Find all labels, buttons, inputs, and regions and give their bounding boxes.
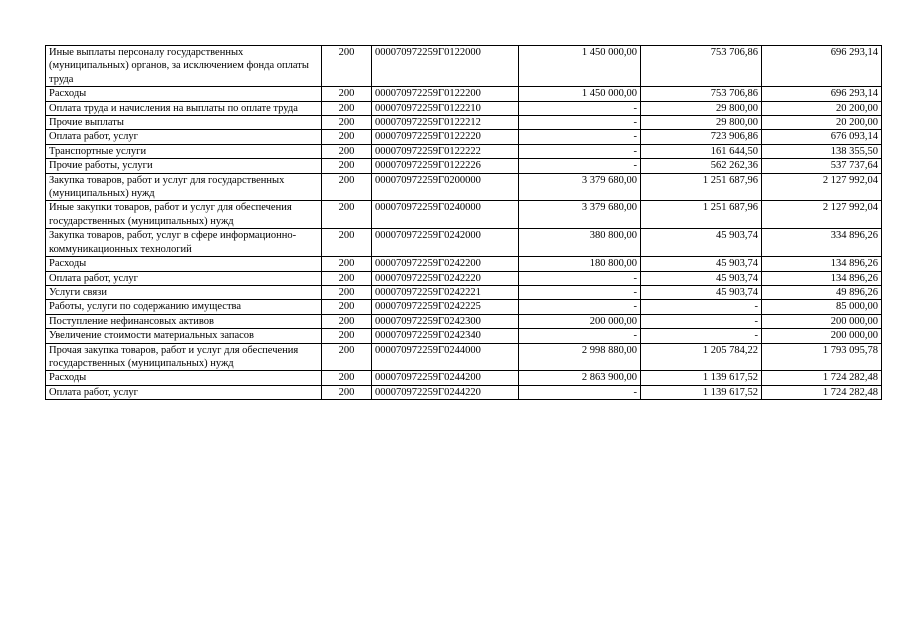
row-name-cell: Прочая закупка товаров, работ и услуг для обеспечения государственных (муниципальных) нужд bbox=[46, 343, 322, 371]
row-unexecuted-cell: 85 000,00 bbox=[762, 300, 882, 314]
table-row bbox=[46, 144, 882, 158]
row-code-cell: 200 bbox=[322, 201, 372, 229]
row-kbk-cell: 000070972259Г0122212 bbox=[372, 116, 519, 130]
row-name-cell: Поступление нефинансовых активов bbox=[46, 314, 322, 328]
row-executed-cell: 45 903,74 bbox=[641, 229, 762, 257]
row-name-cell: Прочие работы, услуги bbox=[46, 159, 322, 173]
row-executed-cell: 1 139 617,52 bbox=[641, 385, 762, 399]
row-unexecuted-cell: 334 896,26 bbox=[762, 229, 882, 257]
row-code-cell: 200 bbox=[322, 385, 372, 399]
row-name-cell: Работы, услуги по содержанию имущества bbox=[46, 300, 322, 314]
row-approved-cell: 3 379 680,00 bbox=[519, 173, 641, 201]
row-approved-cell: - bbox=[519, 329, 641, 343]
row-name-cell: Закупка товаров, работ и услуг для государственных (муниципальных) нужд bbox=[46, 173, 322, 201]
row-kbk-cell: 000070972259Г0244200 bbox=[372, 371, 519, 385]
row-approved-cell: 1 450 000,00 bbox=[519, 46, 641, 87]
row-unexecuted-cell: 696 293,14 bbox=[762, 87, 882, 101]
row-executed-cell: 1 251 687,96 bbox=[641, 201, 762, 229]
row-unexecuted-cell: 2 127 992,04 bbox=[762, 173, 882, 201]
row-executed-cell: 753 706,86 bbox=[641, 46, 762, 87]
row-unexecuted-cell: 1 793 095,78 bbox=[762, 343, 882, 371]
row-code-cell: 200 bbox=[322, 159, 372, 173]
row-approved-cell: - bbox=[519, 385, 641, 399]
row-executed-cell: - bbox=[641, 314, 762, 328]
row-code-cell: 200 bbox=[322, 229, 372, 257]
row-kbk-cell: 000070972259Г0242221 bbox=[372, 285, 519, 299]
row-name-cell: Увеличение стоимости материальных запасов bbox=[46, 329, 322, 343]
table-row bbox=[46, 46, 882, 87]
row-executed-cell: 29 800,00 bbox=[641, 101, 762, 115]
row-name-cell: Расходы bbox=[46, 371, 322, 385]
row-approved-cell: - bbox=[519, 130, 641, 144]
row-name-cell: Транспортные услуги bbox=[46, 144, 322, 158]
row-executed-cell: 161 644,50 bbox=[641, 144, 762, 158]
row-name-cell: Иные выплаты персоналу государственных (муниципальных) органов, за исключением фонда оплаты труда bbox=[46, 46, 322, 87]
row-kbk-cell: 000070972259Г0244000 bbox=[372, 343, 519, 371]
row-kbk-cell: 000070972259Г0122000 bbox=[372, 46, 519, 87]
row-code-cell: 200 bbox=[322, 173, 372, 201]
row-executed-cell: 1 205 784,22 bbox=[641, 343, 762, 371]
row-kbk-cell: 000070972259Г0122222 bbox=[372, 144, 519, 158]
row-unexecuted-cell: 1 724 282,48 bbox=[762, 371, 882, 385]
row-kbk-cell: 000070972259Г0122226 bbox=[372, 159, 519, 173]
row-name-cell: Оплата работ, услуг bbox=[46, 385, 322, 399]
row-code-cell: 200 bbox=[322, 101, 372, 115]
row-name-cell: Расходы bbox=[46, 257, 322, 271]
row-unexecuted-cell: 676 093,14 bbox=[762, 130, 882, 144]
table-row bbox=[46, 343, 882, 371]
row-kbk-cell: 000070972259Г0122220 bbox=[372, 130, 519, 144]
row-approved-cell: 3 379 680,00 bbox=[519, 201, 641, 229]
row-executed-cell: 45 903,74 bbox=[641, 285, 762, 299]
row-approved-cell: 2 998 880,00 bbox=[519, 343, 641, 371]
row-unexecuted-cell: 20 200,00 bbox=[762, 116, 882, 130]
row-approved-cell: 380 800,00 bbox=[519, 229, 641, 257]
row-executed-cell: 723 906,86 bbox=[641, 130, 762, 144]
table-row bbox=[46, 229, 882, 257]
table-row bbox=[46, 201, 882, 229]
row-unexecuted-cell: 537 737,64 bbox=[762, 159, 882, 173]
row-name-cell: Оплата труда и начисления на выплаты по оплате труда bbox=[46, 101, 322, 115]
row-code-cell: 200 bbox=[322, 329, 372, 343]
row-approved-cell: - bbox=[519, 285, 641, 299]
row-kbk-cell: 000070972259Г0244220 bbox=[372, 385, 519, 399]
row-approved-cell: 2 863 900,00 bbox=[519, 371, 641, 385]
table-row bbox=[46, 87, 882, 101]
row-executed-cell: 29 800,00 bbox=[641, 116, 762, 130]
row-unexecuted-cell: 696 293,14 bbox=[762, 46, 882, 87]
row-executed-cell: 562 262,36 bbox=[641, 159, 762, 173]
table-row bbox=[46, 371, 882, 385]
row-code-cell: 200 bbox=[322, 257, 372, 271]
row-unexecuted-cell: 49 896,26 bbox=[762, 285, 882, 299]
row-kbk-cell: 000070972259Г0122210 bbox=[372, 101, 519, 115]
row-kbk-cell: 000070972259Г0122200 bbox=[372, 87, 519, 101]
row-approved-cell: 200 000,00 bbox=[519, 314, 641, 328]
row-name-cell: Услуги связи bbox=[46, 285, 322, 299]
table-row bbox=[46, 101, 882, 115]
row-kbk-cell: 000070972259Г0242225 bbox=[372, 300, 519, 314]
row-name-cell: Оплата работ, услуг bbox=[46, 271, 322, 285]
table-row bbox=[46, 300, 882, 314]
row-code-cell: 200 bbox=[322, 343, 372, 371]
row-code-cell: 200 bbox=[322, 46, 372, 87]
row-unexecuted-cell: 2 127 992,04 bbox=[762, 201, 882, 229]
row-executed-cell: 1 139 617,52 bbox=[641, 371, 762, 385]
row-kbk-cell: 000070972259Г0242340 bbox=[372, 329, 519, 343]
row-kbk-cell: 000070972259Г0242220 bbox=[372, 271, 519, 285]
row-code-cell: 200 bbox=[322, 314, 372, 328]
row-approved-cell: - bbox=[519, 116, 641, 130]
row-code-cell: 200 bbox=[322, 144, 372, 158]
row-unexecuted-cell: 134 896,26 bbox=[762, 257, 882, 271]
row-unexecuted-cell: 20 200,00 bbox=[762, 101, 882, 115]
row-name-cell: Закупка товаров, работ, услуг в сфере информационно-коммуникационных технологий bbox=[46, 229, 322, 257]
row-unexecuted-cell: 1 724 282,48 bbox=[762, 385, 882, 399]
row-kbk-cell: 000070972259Г0242300 bbox=[372, 314, 519, 328]
row-approved-cell: - bbox=[519, 271, 641, 285]
table-row bbox=[46, 271, 882, 285]
table-row bbox=[46, 385, 882, 399]
budget-execution-table bbox=[45, 45, 882, 400]
row-code-cell: 200 bbox=[322, 300, 372, 314]
row-code-cell: 200 bbox=[322, 87, 372, 101]
row-executed-cell: - bbox=[641, 300, 762, 314]
row-unexecuted-cell: 200 000,00 bbox=[762, 329, 882, 343]
row-approved-cell: - bbox=[519, 300, 641, 314]
row-code-cell: 200 bbox=[322, 271, 372, 285]
row-executed-cell: 45 903,74 bbox=[641, 257, 762, 271]
row-name-cell: Иные закупки товаров, работ и услуг для обеспечения государственных (муниципальных) нужд bbox=[46, 201, 322, 229]
row-unexecuted-cell: 134 896,26 bbox=[762, 271, 882, 285]
row-name-cell: Прочие выплаты bbox=[46, 116, 322, 130]
table-row bbox=[46, 159, 882, 173]
row-code-cell: 200 bbox=[322, 116, 372, 130]
row-kbk-cell: 000070972259Г0242000 bbox=[372, 229, 519, 257]
row-code-cell: 200 bbox=[322, 371, 372, 385]
table-row bbox=[46, 173, 882, 201]
row-code-cell: 200 bbox=[322, 130, 372, 144]
row-name-cell: Оплата работ, услуг bbox=[46, 130, 322, 144]
row-approved-cell: - bbox=[519, 159, 641, 173]
table-row bbox=[46, 257, 882, 271]
row-kbk-cell: 000070972259Г0240000 bbox=[372, 201, 519, 229]
row-approved-cell: 1 450 000,00 bbox=[519, 87, 641, 101]
table-row bbox=[46, 329, 882, 343]
table-row bbox=[46, 314, 882, 328]
table-row bbox=[46, 116, 882, 130]
table-body bbox=[46, 46, 882, 400]
row-approved-cell: - bbox=[519, 144, 641, 158]
row-executed-cell: 1 251 687,96 bbox=[641, 173, 762, 201]
table-row bbox=[46, 130, 882, 144]
row-kbk-cell: 000070972259Г0200000 bbox=[372, 173, 519, 201]
row-code-cell: 200 bbox=[322, 285, 372, 299]
row-executed-cell: - bbox=[641, 329, 762, 343]
row-name-cell: Расходы bbox=[46, 87, 322, 101]
row-approved-cell: - bbox=[519, 101, 641, 115]
row-unexecuted-cell: 138 355,50 bbox=[762, 144, 882, 158]
row-executed-cell: 753 706,86 bbox=[641, 87, 762, 101]
row-approved-cell: 180 800,00 bbox=[519, 257, 641, 271]
table-row bbox=[46, 285, 882, 299]
row-executed-cell: 45 903,74 bbox=[641, 271, 762, 285]
row-kbk-cell: 000070972259Г0242200 bbox=[372, 257, 519, 271]
row-unexecuted-cell: 200 000,00 bbox=[762, 314, 882, 328]
